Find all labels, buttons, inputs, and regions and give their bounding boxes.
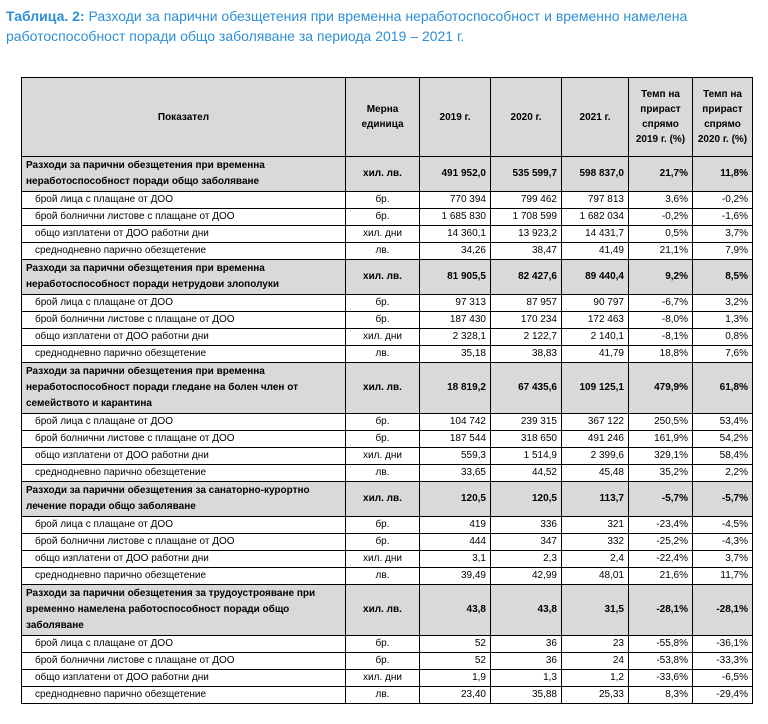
row-value-cell: 329,1% xyxy=(629,448,693,465)
row-value-cell: 321 xyxy=(562,517,629,534)
section-value-cell: 479,9% xyxy=(629,363,693,414)
row-value-cell: 318 650 xyxy=(491,431,562,448)
row-label: брой лица с плащане от ДОО xyxy=(22,414,346,431)
row-value-cell: 97 313 xyxy=(420,295,491,312)
row-unit-cell: хил. дни xyxy=(346,670,420,687)
table-row xyxy=(22,687,753,704)
row-value-cell: -23,4% xyxy=(629,517,693,534)
row-label: брой болнични листове с плащане от ДОО xyxy=(22,534,346,551)
row-value-cell: 367 122 xyxy=(562,414,629,431)
row-value-cell: -36,1% xyxy=(693,636,753,653)
section-unit-cell: хил. лв. xyxy=(346,585,420,636)
row-value-cell: -0,2% xyxy=(693,192,753,209)
table-row xyxy=(22,414,753,431)
section-value-cell: 491 952,0 xyxy=(420,157,491,192)
row-label: общо изплатени от ДОО работни дни xyxy=(22,551,346,568)
row-value-cell: 52 xyxy=(420,653,491,670)
section-value-cell: 18 819,2 xyxy=(420,363,491,414)
row-label: брой лица с плащане от ДОО xyxy=(22,517,346,534)
row-value-cell: 58,4% xyxy=(693,448,753,465)
row-value-cell: 239 315 xyxy=(491,414,562,431)
row-value-cell: 444 xyxy=(420,534,491,551)
row-label: средноднeвно парично обезщетение xyxy=(22,346,346,363)
table-header-row xyxy=(22,78,753,157)
table-row xyxy=(22,448,753,465)
row-unit-cell: хил. дни xyxy=(346,448,420,465)
section-title: Разходи за парични обезщетения за санаторно-курортно лечение поради общо заболяване xyxy=(22,482,346,517)
row-value-cell: 23,40 xyxy=(420,687,491,704)
row-value-cell: 13 923,2 xyxy=(491,226,562,243)
row-value-cell: 21,6% xyxy=(629,568,693,585)
row-value-cell: 104 742 xyxy=(420,414,491,431)
table-row xyxy=(22,243,753,260)
section-value-cell: 598 837,0 xyxy=(562,157,629,192)
table-row xyxy=(22,192,753,209)
section-value-cell: 31,5 xyxy=(562,585,629,636)
header-2020: 2020 г. xyxy=(491,78,562,157)
row-value-cell: 35,88 xyxy=(491,687,562,704)
row-unit-cell: лв. xyxy=(346,243,420,260)
row-value-cell: 44,52 xyxy=(491,465,562,482)
section-row xyxy=(22,157,753,192)
header-growth-vs-2019: Темп на прираст спрямо 2019 г. (%) xyxy=(629,78,693,157)
row-value-cell: 2 140,1 xyxy=(562,329,629,346)
row-unit-cell: бр. xyxy=(346,295,420,312)
section-unit-cell: хил. лв. xyxy=(346,363,420,414)
section-value-cell: 89 440,4 xyxy=(562,260,629,295)
row-label: общо изплатени от ДОО работни дни xyxy=(22,329,346,346)
row-value-cell: -22,4% xyxy=(629,551,693,568)
row-value-cell: 39,49 xyxy=(420,568,491,585)
row-value-cell: 36 xyxy=(491,636,562,653)
row-value-cell: 1,9 xyxy=(420,670,491,687)
table-row xyxy=(22,465,753,482)
section-value-cell: 21,7% xyxy=(629,157,693,192)
row-value-cell: -33,6% xyxy=(629,670,693,687)
row-value-cell: 34,26 xyxy=(420,243,491,260)
row-label: брой болнични листове с плащане от ДОО xyxy=(22,653,346,670)
row-value-cell: 2 328,1 xyxy=(420,329,491,346)
row-unit-cell: лв. xyxy=(346,346,420,363)
row-value-cell: -25,2% xyxy=(629,534,693,551)
row-value-cell: -8,0% xyxy=(629,312,693,329)
table-row xyxy=(22,312,753,329)
row-value-cell: 161,9% xyxy=(629,431,693,448)
row-value-cell: 2 122,7 xyxy=(491,329,562,346)
section-value-cell: 81 905,5 xyxy=(420,260,491,295)
row-value-cell: -4,5% xyxy=(693,517,753,534)
row-value-cell: -55,8% xyxy=(629,636,693,653)
row-value-cell: 21,1% xyxy=(629,243,693,260)
section-title: Разходи за парични обезщетения при временна неработоспособност поради нетрудови злополуки xyxy=(22,260,346,295)
section-value-cell: 113,7 xyxy=(562,482,629,517)
table-row xyxy=(22,636,753,653)
row-value-cell: 7,6% xyxy=(693,346,753,363)
row-label: средноднeвно парично обезщетение xyxy=(22,465,346,482)
row-label: брой болнични листове с плащане от ДОО xyxy=(22,209,346,226)
section-value-cell: 67 435,6 xyxy=(491,363,562,414)
section-value-cell: -28,1% xyxy=(629,585,693,636)
row-value-cell: 54,2% xyxy=(693,431,753,448)
row-label: брой лица с плащане от ДОО xyxy=(22,192,346,209)
row-unit-cell: хил. дни xyxy=(346,551,420,568)
row-value-cell: 90 797 xyxy=(562,295,629,312)
table-row xyxy=(22,534,753,551)
row-unit-cell: лв. xyxy=(346,687,420,704)
section-value-cell: -5,7% xyxy=(629,482,693,517)
row-value-cell: 1,3% xyxy=(693,312,753,329)
row-unit-cell: бр. xyxy=(346,192,420,209)
table-caption xyxy=(6,6,762,46)
row-unit-cell: лв. xyxy=(346,568,420,585)
header-unit: Мерна единица xyxy=(346,78,420,157)
table-body xyxy=(22,157,753,704)
row-unit-cell: бр. xyxy=(346,414,420,431)
row-value-cell: 559,3 xyxy=(420,448,491,465)
section-value-cell: -28,1% xyxy=(693,585,753,636)
section-title: Разходи за парични обезщетения при временна неработоспособност поради общо заболяване xyxy=(22,157,346,192)
row-value-cell: 3,6% xyxy=(629,192,693,209)
row-value-cell: 2,4 xyxy=(562,551,629,568)
section-value-cell: 8,5% xyxy=(693,260,753,295)
row-value-cell: 797 813 xyxy=(562,192,629,209)
row-value-cell: 187 544 xyxy=(420,431,491,448)
row-value-cell: 172 463 xyxy=(562,312,629,329)
row-value-cell: 491 246 xyxy=(562,431,629,448)
row-value-cell: 1,3 xyxy=(491,670,562,687)
row-value-cell: 7,9% xyxy=(693,243,753,260)
row-label: общо изплатени от ДОО работни дни xyxy=(22,670,346,687)
row-value-cell: 11,7% xyxy=(693,568,753,585)
section-value-cell: 11,8% xyxy=(693,157,753,192)
row-value-cell: 1 685 830 xyxy=(420,209,491,226)
section-value-cell: 43,8 xyxy=(420,585,491,636)
row-value-cell: -33,3% xyxy=(693,653,753,670)
table-row xyxy=(22,431,753,448)
row-value-cell: 1 682 034 xyxy=(562,209,629,226)
section-value-cell: 82 427,6 xyxy=(491,260,562,295)
row-label: средноднeвно парично обезщетение xyxy=(22,243,346,260)
row-value-cell: 187 430 xyxy=(420,312,491,329)
row-value-cell: 38,47 xyxy=(491,243,562,260)
row-value-cell: 170 234 xyxy=(491,312,562,329)
row-value-cell: 52 xyxy=(420,636,491,653)
table-row xyxy=(22,517,753,534)
row-unit-cell: бр. xyxy=(346,209,420,226)
row-unit-cell: лв. xyxy=(346,465,420,482)
row-value-cell: 347 xyxy=(491,534,562,551)
row-value-cell: 41,49 xyxy=(562,243,629,260)
row-value-cell: 14 360,1 xyxy=(420,226,491,243)
row-unit-cell: бр. xyxy=(346,534,420,551)
row-unit-cell: хил. дни xyxy=(346,226,420,243)
row-value-cell: -0,2% xyxy=(629,209,693,226)
row-value-cell: 48,01 xyxy=(562,568,629,585)
row-label: брой болнични листове с плащане от ДОО xyxy=(22,431,346,448)
header-2019: 2019 г. xyxy=(420,78,491,157)
table-row xyxy=(22,346,753,363)
row-value-cell: 53,4% xyxy=(693,414,753,431)
row-label: брой лица с плащане от ДОО xyxy=(22,636,346,653)
section-title: Разходи за парични обезщетения при временна неработоспособност поради гледане на болен член от семейството и карантина xyxy=(22,363,346,414)
section-row xyxy=(22,363,753,414)
row-value-cell: 36 xyxy=(491,653,562,670)
row-label: средноднeвно парично обезщетение xyxy=(22,687,346,704)
section-title: Разходи за парични обезщетения за трудоустрояване при временно намелена работоспособност поради общо заболяване xyxy=(22,585,346,636)
row-value-cell: -6,5% xyxy=(693,670,753,687)
section-value-cell: 43,8 xyxy=(491,585,562,636)
caption-label: Таблица. 2: xyxy=(6,8,85,24)
row-value-cell: 38,83 xyxy=(491,346,562,363)
row-value-cell: 3,2% xyxy=(693,295,753,312)
row-value-cell: 0,5% xyxy=(629,226,693,243)
table-row xyxy=(22,551,753,568)
row-label: средноднeвно парично обезщетение xyxy=(22,568,346,585)
section-value-cell: 120,5 xyxy=(491,482,562,517)
section-value-cell: 109 125,1 xyxy=(562,363,629,414)
row-value-cell: 24 xyxy=(562,653,629,670)
row-value-cell: 35,2% xyxy=(629,465,693,482)
row-unit-cell: бр. xyxy=(346,312,420,329)
row-value-cell: 45,48 xyxy=(562,465,629,482)
header-growth-vs-2020: Темп на прираст спрямо 2020 г. (%) xyxy=(693,78,753,157)
row-value-cell: -29,4% xyxy=(693,687,753,704)
caption-text: Разходи за парични обезщетения при временна неработоспособност и временно намелена работоспособност поради общо заболяване за периода 2019 – 2021 г. xyxy=(6,8,688,44)
row-unit-cell: бр. xyxy=(346,517,420,534)
row-value-cell: -6,7% xyxy=(629,295,693,312)
row-value-cell: 33,65 xyxy=(420,465,491,482)
section-unit-cell: хил. лв. xyxy=(346,260,420,295)
row-label: брой лица с плащане от ДОО xyxy=(22,295,346,312)
row-label: брой болнични листове с плащане от ДОО xyxy=(22,312,346,329)
row-value-cell: -53,8% xyxy=(629,653,693,670)
row-value-cell: 35,18 xyxy=(420,346,491,363)
section-row xyxy=(22,585,753,636)
row-value-cell: 419 xyxy=(420,517,491,534)
row-value-cell: 18,8% xyxy=(629,346,693,363)
row-value-cell: 2,2% xyxy=(693,465,753,482)
row-value-cell: 2,3 xyxy=(491,551,562,568)
row-value-cell: 8,3% xyxy=(629,687,693,704)
row-label: общо изплатени от ДОО работни дни xyxy=(22,448,346,465)
row-value-cell: -4,3% xyxy=(693,534,753,551)
row-value-cell: 770 394 xyxy=(420,192,491,209)
header-indicator: Показател xyxy=(22,78,346,157)
table-row xyxy=(22,329,753,346)
row-value-cell: 1,2 xyxy=(562,670,629,687)
section-unit-cell: хил. лв. xyxy=(346,482,420,517)
row-value-cell: 25,33 xyxy=(562,687,629,704)
table-row xyxy=(22,295,753,312)
expenses-table xyxy=(21,77,753,704)
table-row xyxy=(22,568,753,585)
table-row xyxy=(22,670,753,687)
row-value-cell: 1 708 599 xyxy=(491,209,562,226)
row-value-cell: 3,1 xyxy=(420,551,491,568)
row-value-cell: 332 xyxy=(562,534,629,551)
table-row xyxy=(22,226,753,243)
row-value-cell: 42,99 xyxy=(491,568,562,585)
section-value-cell: 9,2% xyxy=(629,260,693,295)
row-value-cell: 799 462 xyxy=(491,192,562,209)
row-value-cell: -1,6% xyxy=(693,209,753,226)
table-row xyxy=(22,209,753,226)
row-value-cell: 41,79 xyxy=(562,346,629,363)
row-value-cell: 336 xyxy=(491,517,562,534)
row-value-cell: 1 514,9 xyxy=(491,448,562,465)
row-value-cell: 87 957 xyxy=(491,295,562,312)
row-value-cell: 0,8% xyxy=(693,329,753,346)
row-value-cell: -8,1% xyxy=(629,329,693,346)
header-2021: 2021 г. xyxy=(562,78,629,157)
section-row xyxy=(22,260,753,295)
row-unit-cell: бр. xyxy=(346,636,420,653)
section-unit-cell: хил. лв. xyxy=(346,157,420,192)
row-unit-cell: хил. дни xyxy=(346,329,420,346)
row-unit-cell: бр. xyxy=(346,653,420,670)
row-value-cell: 3,7% xyxy=(693,226,753,243)
table-row xyxy=(22,653,753,670)
section-value-cell: 61,8% xyxy=(693,363,753,414)
section-value-cell: 120,5 xyxy=(420,482,491,517)
section-value-cell: 535 599,7 xyxy=(491,157,562,192)
section-row xyxy=(22,482,753,517)
row-value-cell: 250,5% xyxy=(629,414,693,431)
row-label: общо изплатени от ДОО работни дни xyxy=(22,226,346,243)
row-value-cell: 23 xyxy=(562,636,629,653)
section-value-cell: -5,7% xyxy=(693,482,753,517)
row-value-cell: 3,7% xyxy=(693,551,753,568)
row-value-cell: 2 399,6 xyxy=(562,448,629,465)
row-unit-cell: бр. xyxy=(346,431,420,448)
row-value-cell: 14 431,7 xyxy=(562,226,629,243)
